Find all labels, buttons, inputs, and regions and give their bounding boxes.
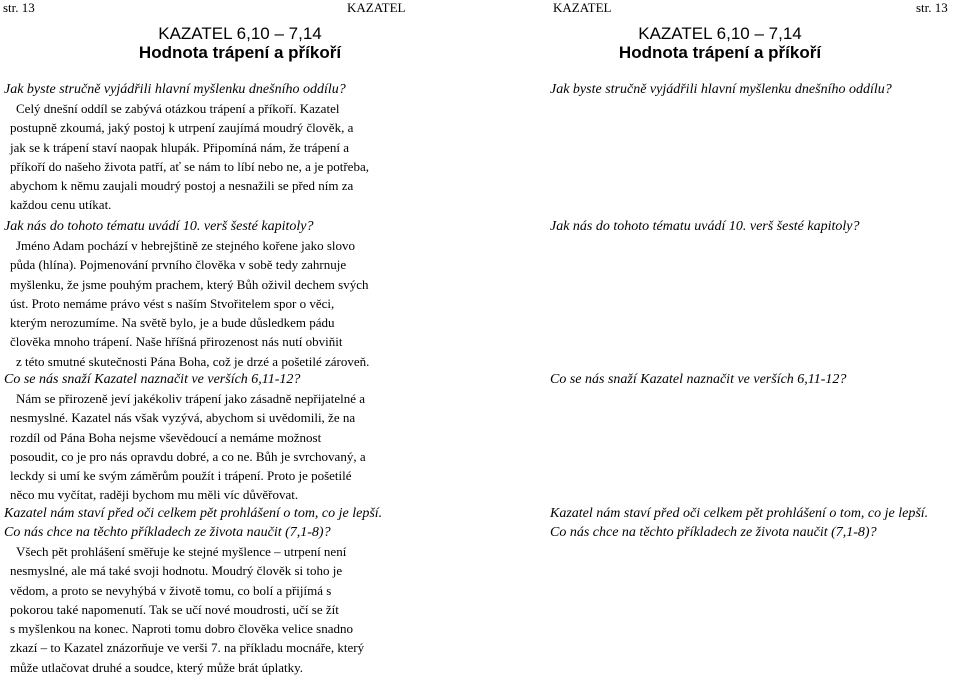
answer-line: s myšlenkou na konec. Naproti tomu dobro člověka velice snadno xyxy=(10,621,353,637)
answer-line: nesmyslné. Kazatel nás však vyzývá, abychom si uvědomili, že na xyxy=(10,410,356,426)
lesson-title: Hodnota trápení a příkoří xyxy=(618,43,822,62)
answer-line: rozdíl od Pána Boha nejsme vševědoucí a nemáme možnost xyxy=(10,429,322,445)
lesson-title: Hodnota trápení a příkoří xyxy=(138,43,342,62)
answer-line: člověka mnoho trápení. Naše hříšná přirozenost nás nutí obviňit xyxy=(10,334,343,350)
question-3: Co se nás snaží Kazatel naznačit ve verších 6,11-12? xyxy=(550,372,847,387)
running-title: KAZATEL xyxy=(347,0,406,15)
page-number: str. 13 xyxy=(3,0,35,15)
answer-line: pokorou také napomenutí. Tak se učí nové moudrosti, učí se žít xyxy=(10,601,339,617)
answer-line: Jméno Adam pochází v hebrejštině ze stejného kořene jako slovo xyxy=(16,238,355,253)
answer-line: leckdy si umí ke svým záměrům použít i trápení. Proto je pošetilé xyxy=(10,468,352,484)
answer-line: vědom, a proto se nevyhýbá v životě tomu, co bolí a přijímá s xyxy=(10,582,332,598)
answer-line: postupně zkoumá, jaký postoj k utrpení zaujímá moudrý člověk, a xyxy=(10,120,354,136)
question-1: Jak byste stručně vyjádřili hlavní myšlenku dnešního oddílu? xyxy=(4,82,346,97)
answer-line: úst. Proto nemáme právo vést s naším Stvořitelem spor o věci, xyxy=(10,295,335,311)
running-title: KAZATEL xyxy=(553,0,612,15)
page-header xyxy=(480,0,960,14)
answer-line: z této smutné skutečnosti Pána Boha, což je drzé a pošetilé zároveň. xyxy=(16,353,370,369)
left-page xyxy=(0,0,480,674)
question-5: Co nás chce na těchto příkladech ze života naučit (7,1-8)? xyxy=(550,525,877,540)
question-1: Jak byste stručně vyjádřili hlavní myšlenku dnešního oddílu? xyxy=(550,82,892,97)
question-3: Co se nás snaží Kazatel naznačit ve verších 6,11-12? xyxy=(4,372,301,387)
answer-line: abychom k němu zaujali moudrý postoj a nesnažili se před ním za xyxy=(10,178,354,194)
answer-5 xyxy=(10,542,364,677)
chapter-reference: KAZATEL 6,10 – 7,14 xyxy=(158,24,322,43)
answer-line: každou cenu utíkat. xyxy=(10,197,112,213)
right-page xyxy=(480,0,960,674)
answer-3 xyxy=(10,389,366,505)
chapter-reference: KAZATEL 6,10 – 7,14 xyxy=(638,24,802,43)
answer-line: myšlenku, že jsme pouhým prachem, který Bůh oživil dechem svých xyxy=(10,276,369,292)
question-4: Kazatel nám staví před oči celkem pět prohlášení o tom, co je lepší. xyxy=(550,506,929,521)
answer-2 xyxy=(10,236,369,371)
answer-1 xyxy=(10,99,369,215)
answer-line: zkazí – to Kazatel znázorňuje ve verši 7. na příkladu mocnáře, který xyxy=(10,640,365,656)
answer-line: kterým nerozumíme. Na světě bylo, je a bude důsledkem pádu xyxy=(10,315,335,331)
answer-line: půda (hlína). Pojmenování prvního člověka v sobě tedy zahrnuje xyxy=(10,257,347,273)
answer-line: Nám se přirozeně jeví jakékoliv trápení jako zásadně nepřijatelné a xyxy=(16,391,366,406)
question-5: Co nás chce na těchto příkladech ze života naučit (7,1-8)? xyxy=(4,525,331,540)
question-2: Jak nás do tohoto tématu uvádí 10. verš šesté kapitoly? xyxy=(550,219,860,234)
question-2: Jak nás do tohoto tématu uvádí 10. verš šesté kapitoly? xyxy=(4,219,314,234)
answer-line: Všech pět prohlášení směřuje ke stejné myšlence – utrpení není xyxy=(16,544,347,559)
question-4: Kazatel nám staví před oči celkem pět prohlášení o tom, co je lepší. xyxy=(4,506,383,521)
answer-line: posoudit, co je pro nás opravdu dobré, a co ne. Bůh je svrchovaný, a xyxy=(10,448,366,464)
answer-line: nesmyslné, ale má také svoji hodnotu. Moudrý člověk si toho je xyxy=(10,563,343,579)
answer-line: něco mu vyčítat, raději bychom mu měli víc důvěřovat. xyxy=(10,487,299,503)
answer-line: Celý dnešní oddíl se zabývá otázkou trápení a příkoří. Kazatel xyxy=(16,101,340,116)
answer-line: příkoří do našeho života patří, ať se nám to líbí nebo ne, a je potřeba, xyxy=(10,158,369,174)
answer-line: jak se k trápení staví naopak hlupák. Připomíná nám, že trápení a xyxy=(10,139,349,155)
page-number: str. 13 xyxy=(916,0,948,15)
page-header xyxy=(0,0,480,14)
answer-line: může utlačovat druhé a soudce, který může brát úplatky. xyxy=(10,659,303,675)
